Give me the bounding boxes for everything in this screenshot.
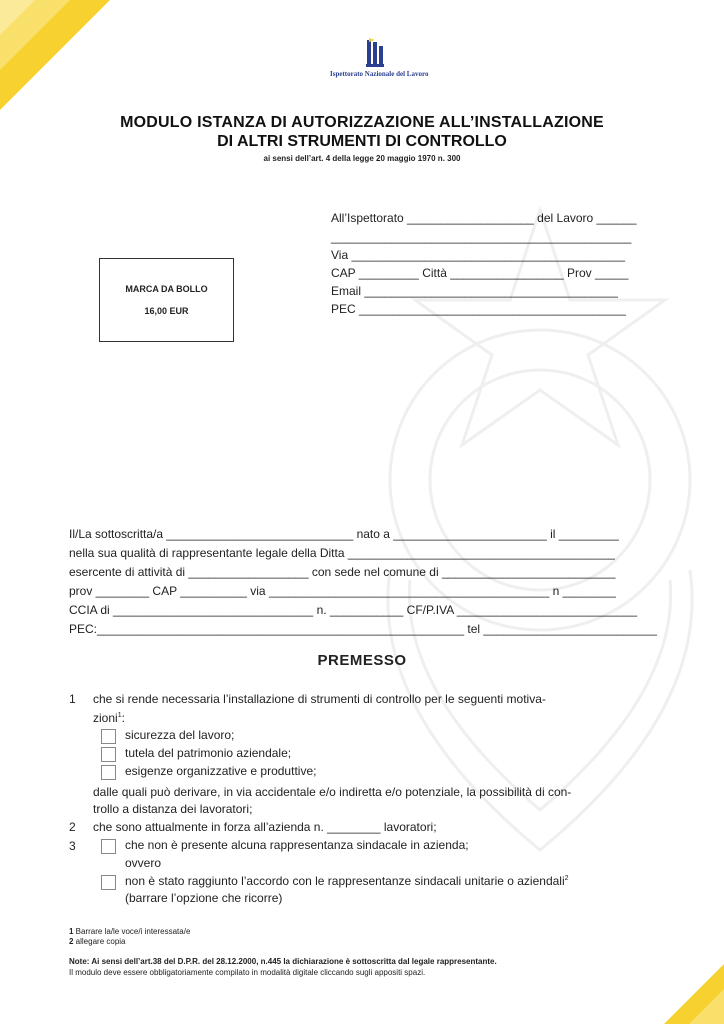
stamp-amount: 16,00 EUR xyxy=(144,306,189,316)
item3-option2-text: non è stato raggiunto l’accordo con le rappresentanze sindacali unitarie o aziendali xyxy=(125,874,565,888)
footnote-1-text: Barrare la/le voce/i interessata/e xyxy=(73,927,191,936)
item3-ovvero: ovvero xyxy=(125,856,162,870)
applicant-activity-field[interactable]: esercente di attività di __________________ con sede nel comune di __________________________ xyxy=(69,565,616,579)
option-sicurezza-label: sicurezza del lavoro; xyxy=(125,728,235,742)
address-line-field[interactable]: _____________________________________________ xyxy=(331,230,632,244)
item2-workers-field[interactable]: che sono attualmente in forza all’azienda n. ________ lavoratori; xyxy=(93,820,437,834)
checkbox-esigenze[interactable] xyxy=(101,765,116,780)
footnote-2 xyxy=(69,937,126,946)
inl-logo xyxy=(330,38,429,78)
item3-number: 3 xyxy=(69,839,76,853)
item1-text-word: zioni xyxy=(93,711,118,725)
digital-compilation-note: Il modulo deve essere obbligatoriamente compilato in modalità digitale cliccando sugli appositi spazi. xyxy=(69,968,426,977)
option-esigenze-label: esigenze organizzative e produttive; xyxy=(125,764,317,778)
item1-after-line1: dalle quali può derivare, in via accidentale e/o indiretta e/o potenziale, la possibilità di con- xyxy=(93,785,572,799)
checkbox-no-accordo[interactable] xyxy=(101,875,116,890)
item1-colon: : xyxy=(121,711,125,725)
checkbox-sicurezza[interactable] xyxy=(101,729,116,744)
corner-triangle-top-left xyxy=(0,0,110,110)
applicant-address-field[interactable]: prov ________ CAP __________ via __________________________________________ n ________ xyxy=(69,584,616,598)
footnote-1 xyxy=(69,927,190,936)
footnote-ref-1: 1 xyxy=(117,712,122,719)
footnote-ref-2: 2 xyxy=(564,875,569,882)
option-tutela-label: tutela del patrimonio aziendale; xyxy=(125,746,292,760)
form-title-line1: MODULO ISTANZA DI AUTORIZZAZIONE ALL’INSTALLAZIONE xyxy=(120,114,604,131)
applicant-name-field[interactable]: Il/La sottoscritta/a ____________________________ nato a _______________________ il _________ xyxy=(69,527,619,541)
footnote-2-text: allegare copia xyxy=(73,937,126,946)
address-via-field[interactable]: Via _________________________________________ xyxy=(331,248,626,262)
stamp-label: MARCA DA BOLLO xyxy=(125,284,208,294)
item1-text: che si rende necessaria l’installazione di strumenti di controllo per le seguenti motiva- xyxy=(93,692,546,706)
address-cap-city-field[interactable]: CAP _________ Città _________________ Prov _____ xyxy=(331,266,629,280)
item1-after-line2: trollo a distanza dei lavoratori; xyxy=(93,802,253,816)
address-ispettorato-field[interactable]: All’Ispettorato ___________________ del Lavoro ______ xyxy=(331,211,637,225)
logo-text: Ispettorato Nazionale del Lavoro xyxy=(330,70,429,78)
applicant-ccia-field[interactable]: CCIA di ______________________________ n. ___________ CF/P.IVA ___________________________ xyxy=(69,603,638,617)
footnote-1-number: 1 xyxy=(69,927,74,936)
checkbox-no-rappresentanza[interactable] xyxy=(101,839,116,854)
address-email-field[interactable]: Email ______________________________________ xyxy=(331,284,618,298)
address-pec-field[interactable]: PEC ________________________________________ xyxy=(331,302,626,316)
item2-number: 2 xyxy=(69,820,76,834)
item3-option1-label: che non è presente alcuna rappresentanza sindacale in azienda; xyxy=(125,838,469,852)
item1-number: 1 xyxy=(69,692,76,706)
premesso-heading: PREMESSO xyxy=(317,652,407,669)
legal-note: Note: Ai sensi dell’art.38 del D.P.R. del 28.12.2000, n.445 la dichiarazione è sottoscritta dal legale rappresentante. xyxy=(69,957,497,966)
form-subtitle: ai sensi dell’art. 4 della legge 20 maggio 1970 n. 300 xyxy=(263,154,461,163)
item1-text-cont xyxy=(93,711,125,725)
applicant-pec-field[interactable]: PEC:_______________________________________________________ tel __________________________ xyxy=(69,622,657,636)
revenue-stamp-box xyxy=(99,258,234,342)
checkbox-tutela[interactable] xyxy=(101,747,116,762)
item3-note: (barrare l’opzione che ricorre) xyxy=(125,891,283,905)
inl-logo-icon xyxy=(364,38,386,68)
item3-option2-label xyxy=(125,874,569,888)
applicant-company-field[interactable]: nella sua qualità di rappresentante legale della Ditta ________________________________________ xyxy=(69,546,615,560)
footnote-2-number: 2 xyxy=(69,937,74,946)
form-title-line2: DI ALTRI STRUMENTI DI CONTROLLO xyxy=(217,133,507,150)
corner-triangle-bottom-right xyxy=(664,964,724,1024)
